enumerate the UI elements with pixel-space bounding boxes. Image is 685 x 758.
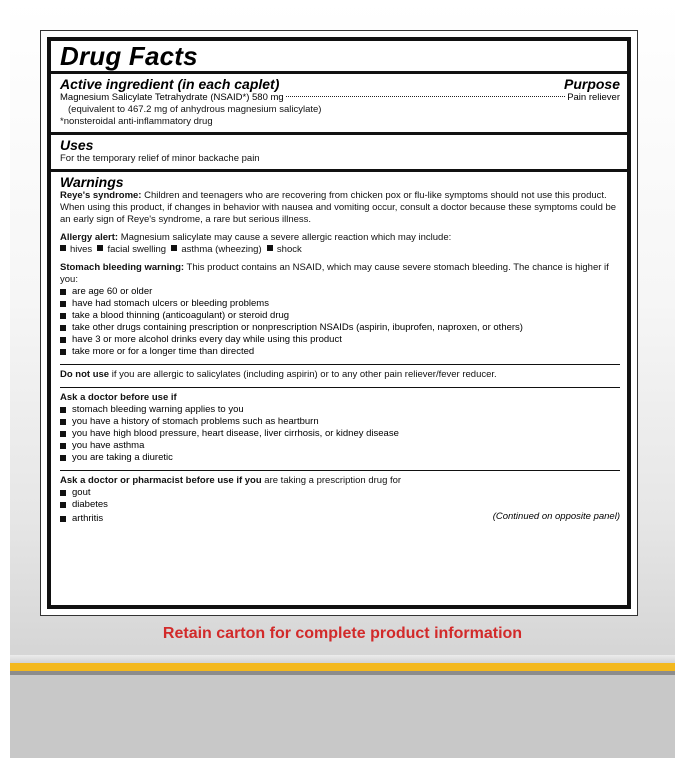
bullet-icon	[97, 245, 103, 251]
bullet-icon	[60, 349, 66, 355]
list-item: arthritis	[60, 513, 103, 525]
bullet-icon	[60, 313, 66, 319]
bullet-icon	[60, 490, 66, 496]
divider	[60, 470, 620, 471]
uses-section	[51, 135, 627, 172]
leader-dots	[286, 96, 565, 97]
bullet-icon	[60, 431, 66, 437]
ask-pharmacist-text: are taking a prescription drug for	[261, 475, 402, 486]
continued-note: (Continued on opposite panel)	[492, 511, 620, 522]
drug-facts-box	[47, 37, 631, 609]
bullet-icon	[60, 245, 66, 251]
bullet-icon	[171, 245, 177, 251]
list-item: take more or for a longer time than directed	[60, 346, 620, 358]
bullet-icon	[60, 455, 66, 461]
last-row	[60, 511, 620, 525]
bullet-icon	[60, 289, 66, 295]
ingredient-purpose: Pain reliever	[567, 92, 620, 103]
bullet-icon	[60, 325, 66, 331]
stomach-text: This product contains an NSAID, which may cause severe stomach bleeding. The chance is higher if you:	[60, 262, 609, 285]
list-item: you have asthma	[60, 440, 620, 452]
drug-facts-panel	[40, 30, 638, 616]
retain-carton-notice: Retain carton for complete product information	[162, 625, 523, 642]
do-not-use-label: Do not use	[60, 369, 110, 380]
allergy-text: Magnesium salicylate may cause a severe allergic reaction which may include:	[118, 232, 452, 243]
stomach-bleeding-warning	[60, 262, 620, 286]
stripe-yellow	[10, 663, 675, 671]
active-ingredient-section	[51, 74, 627, 135]
allergy-item: facial swelling	[107, 244, 167, 255]
list-item: diabetes	[60, 499, 620, 511]
list-item: you have a history of stomach problems such as heartburn	[60, 416, 620, 428]
reye-text: Children and teenagers who are recovering from chicken pox or flu-like symptoms should not use this product. When using this product, if changes in behavior with nausea and vomiting occur, consult a doctor because these symptoms could be an early sign of Reye's syndrome, a rare but serious illness.	[60, 190, 617, 225]
reye-label: Reye's syndrome:	[60, 190, 142, 201]
allergy-alert	[60, 232, 620, 244]
allergy-label: Allergy alert:	[60, 232, 119, 243]
ingredient-name: Magnesium Salicylate Tetrahydrate (NSAID*) 580 mg	[60, 92, 284, 103]
allergy-item: hives	[70, 244, 93, 255]
stripe-light	[10, 655, 675, 663]
divider	[60, 364, 620, 365]
bullet-icon	[60, 443, 66, 449]
bullet-icon	[60, 407, 66, 413]
list-item: take a blood thinning (anticoagulant) or steroid drug	[60, 310, 620, 322]
do-not-use-text: if you are allergic to salicylates (including aspirin) or to any other pain reliever/fever reducer.	[109, 369, 497, 380]
warnings-section	[51, 172, 627, 529]
active-ingredient-heading: Active ingredient (in each caplet)	[60, 76, 280, 92]
uses-text: For the temporary relief of minor backache pain	[60, 153, 260, 164]
bullet-icon	[60, 337, 66, 343]
do-not-use	[60, 369, 620, 381]
uses-heading: Uses	[60, 137, 94, 153]
stomach-label: Stomach bleeding warning:	[60, 262, 185, 273]
list-item: gout	[60, 487, 620, 499]
warnings-heading: Warnings	[60, 174, 124, 190]
list-item: stomach bleeding warning applies to you	[60, 404, 620, 416]
list-item: you have high blood pressure, heart disease, liver cirrhosis, or kidney disease	[60, 428, 620, 440]
ask-pharmacist-label: Ask a doctor or pharmacist before use if you	[60, 475, 262, 486]
ingredient-equivalent: (equivalent to 467.2 mg of anhydrous magnesium salicylate)	[68, 104, 322, 115]
bullet-icon	[60, 516, 66, 522]
allergy-item: asthma (wheezing)	[181, 244, 262, 255]
list-item: are age 60 or older	[60, 286, 620, 298]
bullet-icon	[60, 502, 66, 508]
drug-facts-title: Drug Facts	[51, 41, 627, 74]
ask-doctor-heading: Ask a doctor before use if	[60, 392, 177, 403]
bottom-gray-band	[10, 675, 675, 758]
bullet-icon	[60, 419, 66, 425]
list-item: have 3 or more alcohol drinks every day while using this product	[60, 334, 620, 346]
bullet-icon	[267, 245, 273, 251]
ingredient-line	[60, 92, 620, 104]
ask-pharmacist	[60, 475, 620, 487]
nsaid-footnote: *nonsteroidal anti-inflammatory drug	[60, 116, 213, 127]
reye-warning	[60, 190, 620, 226]
bullet-icon	[60, 301, 66, 307]
allergy-item: shock	[276, 244, 302, 255]
list-item: you are taking a diuretic	[60, 452, 620, 464]
list-item: take other drugs containing prescription or nonprescription NSAIDs (aspirin, ibuprofen, naproxen, or others)	[60, 322, 620, 334]
divider	[60, 387, 620, 388]
purpose-heading: Purpose	[563, 76, 620, 92]
allergy-items	[60, 244, 620, 256]
list-item: have had stomach ulcers or bleeding problems	[60, 298, 620, 310]
